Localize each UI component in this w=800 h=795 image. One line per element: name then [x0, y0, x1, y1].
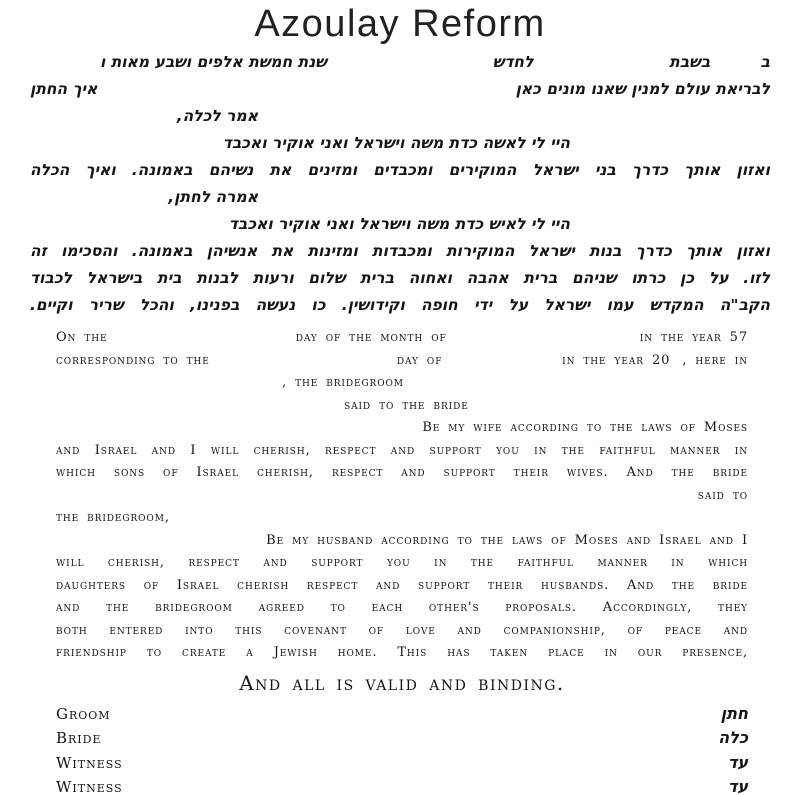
- bride-vow-line-6: friendship to create a Jewish home. This has taken place in our presence,: [56, 645, 748, 660]
- signature-row-bride: [56, 726, 748, 751]
- hebrew-closing-line: הקב"ה המקדש עמו ישראל על ידי חופה וקידושין. כו נעשה בפנינו, והכל שריר וקיים.: [30, 296, 770, 314]
- english-said-to: said to: [697, 487, 748, 503]
- hebrew-creation-line: [30, 76, 770, 103]
- english-day-of-month: day of the month of: [295, 330, 447, 345]
- witness-2-label: Witness: [56, 778, 123, 795]
- groom-vow-line-3: which sons of Israel cherish, respect and support their wives. And the bride: [56, 465, 748, 480]
- blank-day-number: [108, 340, 296, 341]
- bride-label: Bride: [56, 729, 102, 747]
- valid-and-binding-line: And all is valid and binding.: [239, 670, 565, 695]
- hebrew-text-block: [0, 46, 800, 319]
- hebrew-groom-pledge: ואזון אותך כדרך בני ישראל המוקירים ומכבדים ומזינים את נשיהם באמונה. ואיך הכלה: [30, 161, 770, 179]
- english-year-hebrew-calendar: in the year 57: [639, 330, 749, 345]
- bride-vow-line-3: daughters of Israel cherish respect and support their husbands. And the bride: [56, 577, 748, 593]
- hebrew-year-phrase: שנת חמשת אלפים ושבע מאות ו: [100, 53, 327, 71]
- witness-1-hebrew-label: עד: [727, 752, 748, 772]
- groom-hebrew-label: חתן: [720, 703, 748, 723]
- hebrew-month-prefix: לחדש: [492, 53, 534, 71]
- page-title: Azoulay Reform: [254, 3, 546, 45]
- english-on-the: On the: [56, 330, 108, 345]
- blank-civil-year-digits: [670, 363, 682, 364]
- bride-vow-line-1: Be my husband according to the laws of Moses and Israel and I: [266, 532, 748, 548]
- blank-civil-day: [210, 363, 397, 364]
- signature-block: [0, 698, 800, 795]
- hebrew-shabbat-word: בשבת: [669, 53, 711, 71]
- hebrew-groom-vow: היי לי לאשה כדת משה וישראל ואני אוקיר ואכבד: [222, 134, 570, 152]
- hebrew-day-prefix: ב: [760, 53, 770, 71]
- english-text-block: [0, 319, 800, 696]
- english-day-of: day of: [396, 352, 443, 368]
- hebrew-covenant-line: לזו. על כן כרתו שניהם ברית אהבה ואחוה ברית שלום ורעות לבנות בית בישראל לכבוד: [30, 269, 770, 287]
- blank-month-name: [327, 66, 493, 67]
- english-year-civil: in the year 20: [562, 352, 671, 368]
- blank-place-name: [97, 93, 515, 94]
- hebrew-groom-intro: איך החתן: [30, 80, 98, 98]
- hebrew-said-to-groom: אמרה לחתן,: [168, 188, 258, 206]
- english-here-in: , here in: [682, 352, 748, 368]
- signature-row-witness-2: [56, 775, 748, 795]
- blank-day-of-week: [710, 66, 760, 67]
- english-the-bridegroom: the bridegroom,: [56, 510, 170, 525]
- bride-vow-line-2: will cherish, respect and support you in the faithful manner in which: [56, 555, 748, 570]
- hebrew-creation-phrase: לבריאת עולם למנין שאנו מונים כאן: [515, 80, 770, 98]
- witness-1-label: Witness: [56, 753, 123, 772]
- english-date-line-1: [56, 327, 748, 350]
- english-date-line-2: [56, 350, 748, 373]
- signature-row-groom: [56, 702, 748, 727]
- bride-hebrew-label: כלה: [718, 728, 748, 747]
- groom-label: Groom: [56, 704, 111, 723]
- bride-vow-line-5: both entered into this covenant of love and companionship, of peace and: [56, 622, 748, 638]
- signature-row-witness-1: [56, 751, 748, 776]
- hebrew-date-line: [30, 49, 770, 76]
- english-said-to-bride: said to the bride: [344, 397, 469, 413]
- hebrew-said-to-bride: אמר לכלה,: [176, 107, 258, 125]
- hebrew-bride-vow: היי לי לאיש כדת משה וישראל ואני אוקיר ואכבד: [228, 215, 570, 233]
- groom-vow-line-1: Be my wife according to the laws of Moses: [422, 420, 748, 435]
- english-corresponding: corresponding to the: [56, 352, 210, 368]
- groom-vow-line-2: and Israel and I will cherish, respect and support you in the faithful manner in: [56, 442, 748, 458]
- blank-month-name-english: [447, 340, 640, 341]
- witness-2-hebrew-label: עד: [727, 777, 748, 795]
- blank-civil-month: [442, 363, 562, 364]
- hebrew-bride-pledge: ואזון אותך כדרך בנות ישראל המוקירות ומכבדות ומזינות את אנשיהן באמונה. והסכימו זה: [30, 242, 770, 260]
- bride-vow-line-4: and the bridegroom agreed to each other's proposals. Accordingly, they: [56, 600, 748, 615]
- english-bridegroom-intro: , the bridegroom: [282, 375, 404, 390]
- blank-day-of-month: [533, 66, 669, 67]
